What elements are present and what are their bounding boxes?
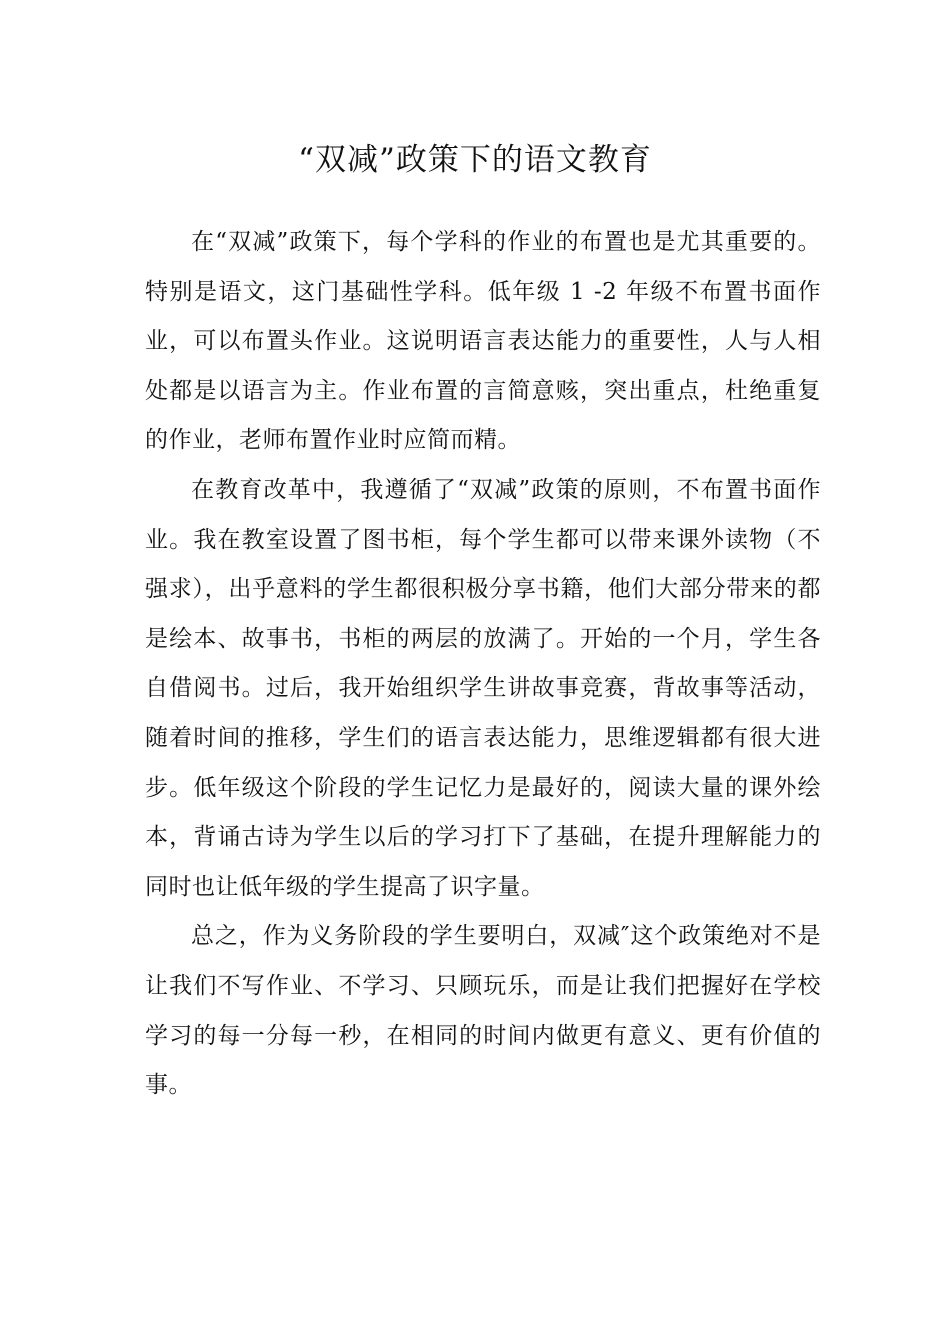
paragraph-1: 在“双减”政策下，每个学科的作业的布置也是尤其重要的。特别是语文，这门基础性学科。低年级 1 -2 年级不布置书面作业，可以布置头作业。这说明语言表达能力的重要性，人与人相处都是以语言为主。作业布置的言简意赅，突出重点，杜绝重复的作业，老师布置作业时应简而精。 [145,229,821,454]
document-title: “双减”政策下的语文教育 [298,142,652,178]
document-body [145,218,821,1111]
paragraph-3: 总之，作为义务阶段的学生要明白，双减″这个政策绝对不是让我们不写作业、不学习、只顾玩乐，而是让我们把握好在学校学习的每一分每一秒，在相同的时间内做更有意义、更有价值的事。 [145,923,821,1099]
paragraph-2: 在教育改革中，我遵循了“双减”政策的原则，不布置书面作业。我在教室设置了图书柜，每个学生都可以带来课外读物（不强求），出乎意料的学生都很积极分享书籍，他们大部分带来的都是绘本、故事书，书柜的两层的放满了。开始的一个月，学生各自借阅书。过后，我开始组织学生讲故事竞赛，背故事等活动，随着时间的推移，学生们的语言表达能力，思维逻辑都有很大进步。低年级这个阶段的学生记忆力是最好的，阅读大量的课外绘本，背诵古诗为学生以后的学习打下了基础，在提升理解能力的同时也让低年级的学生提高了识字量。 [145,476,821,900]
